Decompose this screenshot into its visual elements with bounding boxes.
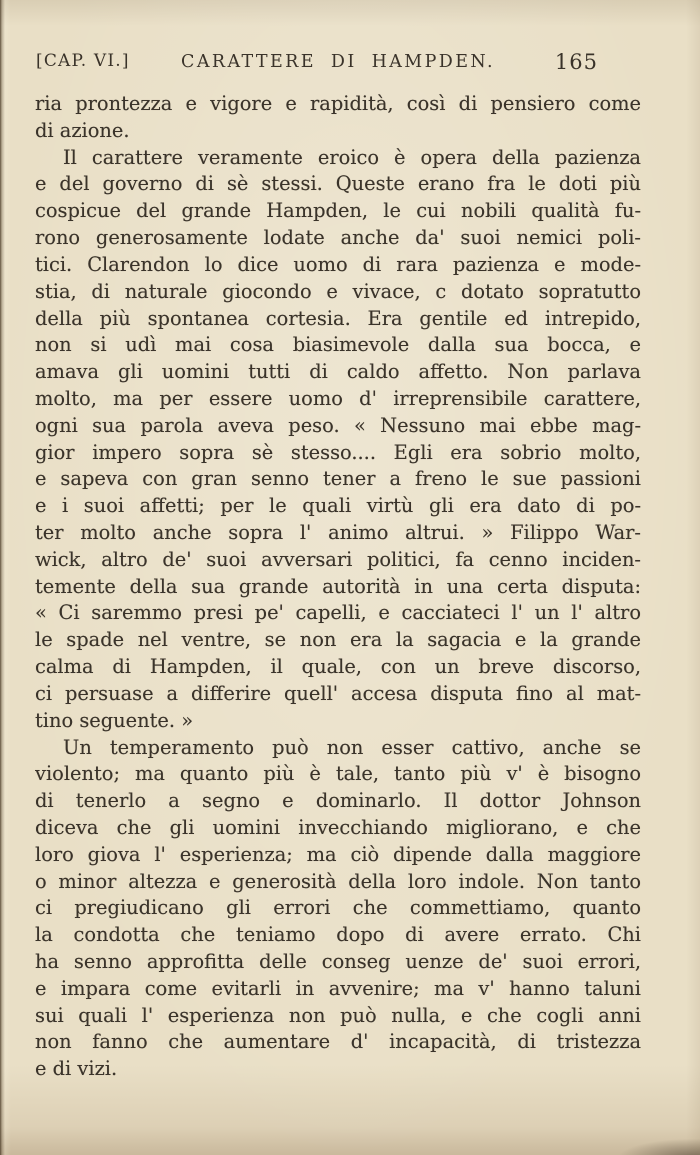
text-line: non si udì mai cosa biasimevole dalla sua bocca, e bbox=[35, 333, 641, 357]
text-line: ogni sua parola aveva peso. « Nessuno mai ebbe mag- bbox=[35, 413, 641, 437]
text-line: ci pregiudicano gli errori che commettiamo, quanto bbox=[35, 896, 641, 920]
text-line: temente della sua grande autorità in una certa disputa: bbox=[35, 574, 641, 598]
text-line: amava gli uomini tutti di caldo affetto. Non parlava bbox=[35, 360, 641, 384]
text-line: tici. Clarendon lo dice uomo di rara pazienza e mode- bbox=[35, 252, 641, 276]
text-line: calma di Hampden, il quale, con un breve discorso, bbox=[35, 655, 641, 679]
text-line: ha senno approfitta delle conseg uenze de' suoi errori, bbox=[35, 950, 641, 973]
text-line: la condotta che teniamo dopo di avere errato. Chi bbox=[35, 923, 641, 947]
text-line: loro giova l' esperienza; ma ciò dipende dalla maggiore bbox=[35, 842, 641, 866]
text-line: « Ci saremmo presi pe' capelli, e cacciateci l' un l' altro bbox=[35, 601, 641, 625]
text-line: sui quali l' esperienza non può nulla, e che cogli anni bbox=[35, 1003, 641, 1027]
text-line: di tenerlo a segno e dominarlo. Il dottor Johnson bbox=[35, 789, 641, 813]
text-line: rono generosamente lodate anche da' suoi nemici poli- bbox=[35, 226, 641, 250]
text-line: wick, altro de' suoi avversari politici, fa cenno inciden- bbox=[35, 547, 641, 571]
scan-corner-shadow bbox=[620, 1139, 700, 1155]
text-line: e del governo di sè stessi. Queste erano fra le doti più bbox=[35, 172, 641, 196]
text-line: Il carattere veramente eroico è opera della pazienza bbox=[63, 145, 641, 169]
text-line: diceva che gli uomini invecchiando migliorano, e che bbox=[35, 815, 641, 839]
text-line: ter molto anche sopra l' animo altrui. » Filippo War- bbox=[35, 521, 641, 544]
text-line: non fanno che aumentare d' incapacità, di tristezza bbox=[35, 1030, 641, 1054]
text-line: e sapeva con gran senno tener a freno le sue passioni bbox=[35, 467, 641, 491]
text-line: stia, di naturale giocondo e vivace, c dotato sopratutto bbox=[35, 279, 641, 303]
text-line: ria prontezza e vigore e rapidità, così di pensiero come bbox=[35, 92, 641, 115]
page-number: 165 bbox=[554, 50, 598, 74]
text-line: ci persuase a differire quell' accesa disputa fino al mat- bbox=[35, 681, 641, 705]
text-line: molto, ma per essere uomo d' irreprensibile carattere, bbox=[35, 386, 641, 410]
text-line: Un temperamento può non esser cattivo, anche se bbox=[63, 735, 641, 759]
text-block bbox=[35, 91, 641, 1083]
text-line: tino seguente. » bbox=[35, 708, 194, 732]
text-line: della più spontanea cortesia. Era gentile ed intrepido, bbox=[35, 306, 641, 330]
text-line: gior impero sopra sè stesso.... Egli era sobrio molto, bbox=[35, 440, 641, 464]
chapter-label: [CAP. VI.] bbox=[36, 51, 130, 71]
text-line: violento; ma quanto più è tale, tanto più v' è bisogno bbox=[35, 762, 641, 786]
page-title: CARATTERE DI HAMPDEN. bbox=[181, 52, 495, 72]
text-line: di azione. bbox=[35, 118, 130, 142]
text-line: o minor altezza e generosità della loro indole. Non tanto bbox=[35, 869, 641, 893]
text-line: e i suoi affetti; per le quali virtù gli era dato di po- bbox=[35, 494, 641, 518]
text-line: cospicue del grande Hampden, le cui nobili qualità fu- bbox=[35, 199, 641, 223]
text-line: e impara come evitarli in avvenire; ma v' hanno taluni bbox=[35, 976, 641, 1000]
running-header bbox=[36, 50, 640, 74]
text-line: le spade nel ventre, se non era la sagacia e la grande bbox=[35, 628, 641, 652]
text-line: e di vizi. bbox=[35, 1057, 118, 1081]
